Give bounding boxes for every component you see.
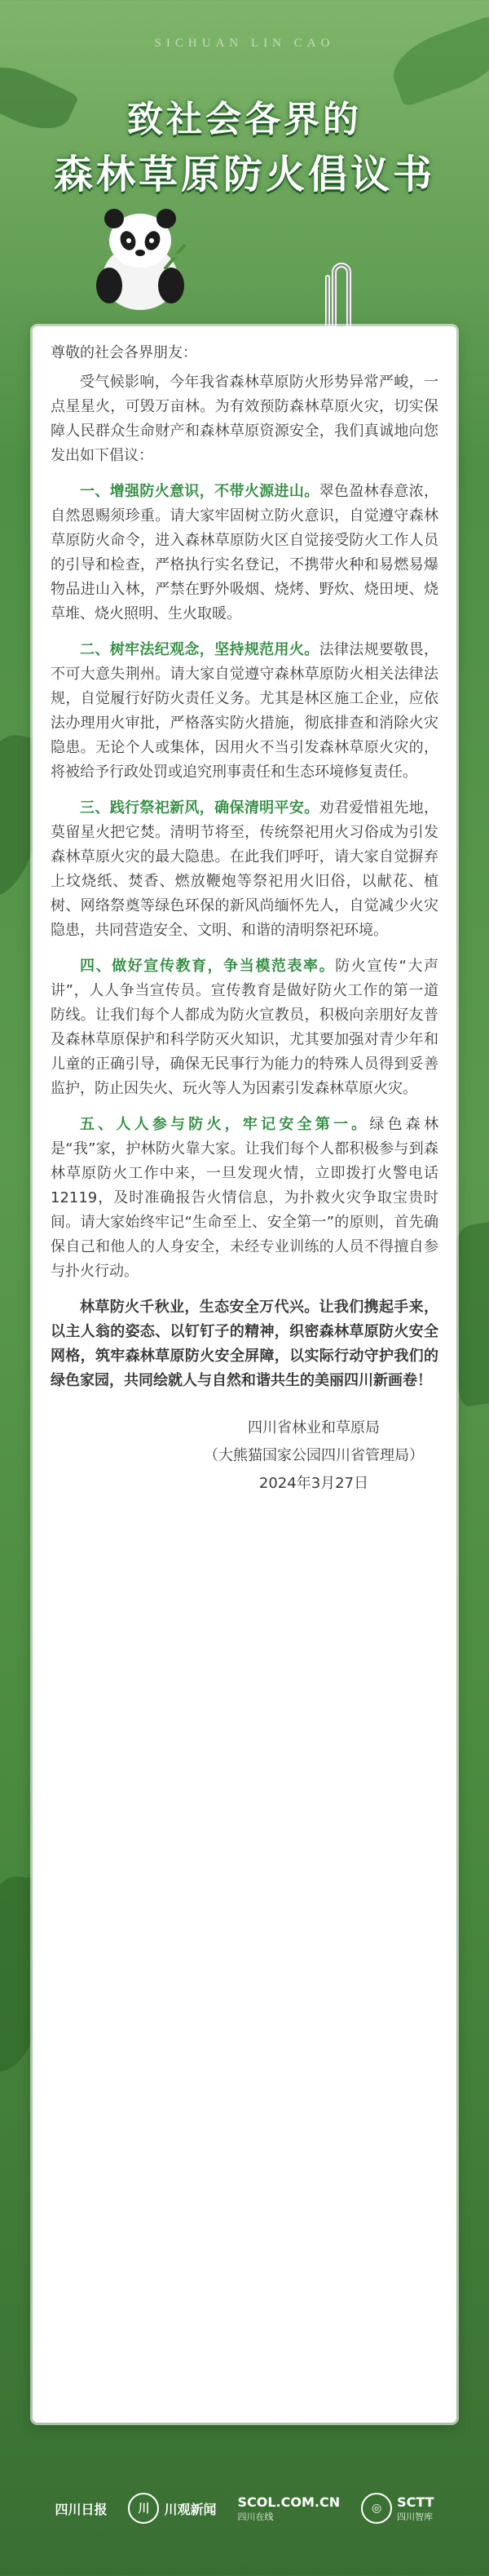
proposal-heading: 二、树牢法纪观念，坚持规范用火。	[80, 641, 319, 658]
title-line-1: 致社会各界的	[127, 99, 362, 140]
footer-logos	[0, 2463, 489, 2553]
closing-paragraph: 林草防火千秋业，生态安全万代兴。让我们携起手来，以主人翁的姿态、以钉钉子的精神，织密森林草原防火安全网格，筑牢森林草原防火安全屏障，以实际行动守护我们的绿色家园，共同绘就人与自然和谐共生的美丽四川新画卷！	[51, 1299, 438, 1389]
letter-content	[51, 341, 438, 1498]
sctt-logo	[361, 2493, 434, 2524]
greeting: 尊敬的社会各界朋友：	[51, 344, 197, 361]
chuanguan-icon: 川	[128, 2493, 159, 2524]
logo-name: SCOL.COM.CN	[237, 2494, 341, 2510]
subtitle-english: SICHUAN LIN CAO	[154, 37, 335, 50]
proposal-heading: 五、人人参与防火，牢记安全第一。	[80, 1116, 370, 1133]
intro-paragraph: 受气候影响，今年我省森林草原防火形势异常严峻，一点星星火，可毁万亩林。为有效预防森林草原火灾，切实保障人民群众生命财产和森林草原资源安全，我们真诚地向您发出如下倡议：	[51, 374, 438, 464]
signature-organization: 四川省林业和草原局	[248, 1419, 380, 1436]
title-block	[0, 0, 489, 326]
proposal-item-2	[51, 638, 438, 785]
proposal-body: 劝君爱惜祖先地，莫留星火把它焚。清明节将至，传统祭祀用火习俗成为引发森林草原火灾的最大隐患。在此我们呼吁，请大家自觉摒弃上坟烧纸、焚香、燃放鞭炮等祭祀用火旧俗，以献花、植树、网络祭奠等绿色环保的新风尚缅怀先人，自觉减少火灾隐患，共同营造安全、文明、和谐的清明祭祀环境。	[51, 799, 439, 939]
sctt-icon: ◎	[361, 2493, 392, 2524]
sichuan-daily-logo	[55, 2499, 107, 2518]
logo-name: 川观新闻	[164, 2501, 217, 2517]
proposal-heading: 四、做好宣传教育，争当模范表率。	[80, 958, 336, 975]
proposal-body: 防火宣传“大声讲”，人人争当宣传员。宣传教育是做好防火工作的第一道防线。让我们每个人都成为防火宣教员，积极向亲朋好友普及森林草原保护和科学防灭火知识，尤其要加强对青少年和儿童的正确引导，确保无民事行为能力的特殊人员得到妥善监护，防止因失火、玩火等人为因素引发森林草原火灾。	[51, 958, 438, 1097]
logo-name: SCTT	[397, 2494, 434, 2510]
logo-subname: 四川在线	[237, 2511, 274, 2522]
proposal-item-3	[51, 796, 438, 943]
proposal-heading: 一、增强防火意识，不带火源进山。	[80, 483, 319, 500]
proposal-heading: 三、践行祭祀新风，确保清明平安。	[80, 799, 319, 817]
proposal-body: 绿色森林是“我”家，护林防火靠大家。让我们每个人都积极参与到森林草原防火工作中来，一旦发现火情，立即拨打火警电话12119，及时准确报告火情信息，为扑救火灾争取宝贵时间。请大家始终牢记“生命至上、安全第一”的原则，首先确保自己和他人的人身安全，未经专业训练的人员不得擅自参与扑火行动。	[51, 1116, 439, 1280]
logo-name: 四川日报	[55, 2501, 108, 2517]
signature-date: 2024年3月27日	[258, 1475, 369, 1492]
panda-illustration	[91, 196, 189, 310]
logo-subname: 四川智库	[397, 2511, 434, 2522]
chuanguan-news-logo	[128, 2493, 216, 2524]
signature-block	[51, 1414, 438, 1498]
signature-suborganization: （大熊猫国家公园四川省管理局）	[204, 1447, 424, 1464]
proposal-body: 法律法规要敬畏，不可大意失荆州。请大家自觉遵守森林草原防火相关法律法规，自觉履行好防火责任义务。尤其是林区施工企业，应依法办理用火审批，严格落实防火措施，彻底排查和消除火灾隐患。无论个人或集体，因用火不当引发森林草原火灾的，将被给予行政处罚或追究刑事责任和生态环境修复责任。	[51, 641, 439, 781]
proposal-item-4	[51, 954, 438, 1101]
title-line-2: 森林草原防火倡议书	[53, 152, 435, 197]
proposal-item-5	[51, 1113, 438, 1284]
proposal-item-1	[51, 480, 438, 626]
proposal-body: 翠色盈林春意浓，自然恩赐须珍重。请大家牢固树立防火意识，自觉遵守森林草原防火命令，进入森林草原防火区自觉接受防火工作人员的引导和检查，严格执行实名登记，不携带火种和易燃易爆物品进山入林，严禁在野外吸烟、烧烤、野炊、烧田埂、烧草堆、烧火照明、生火取暖。	[51, 483, 439, 622]
scol-logo	[237, 2494, 340, 2523]
